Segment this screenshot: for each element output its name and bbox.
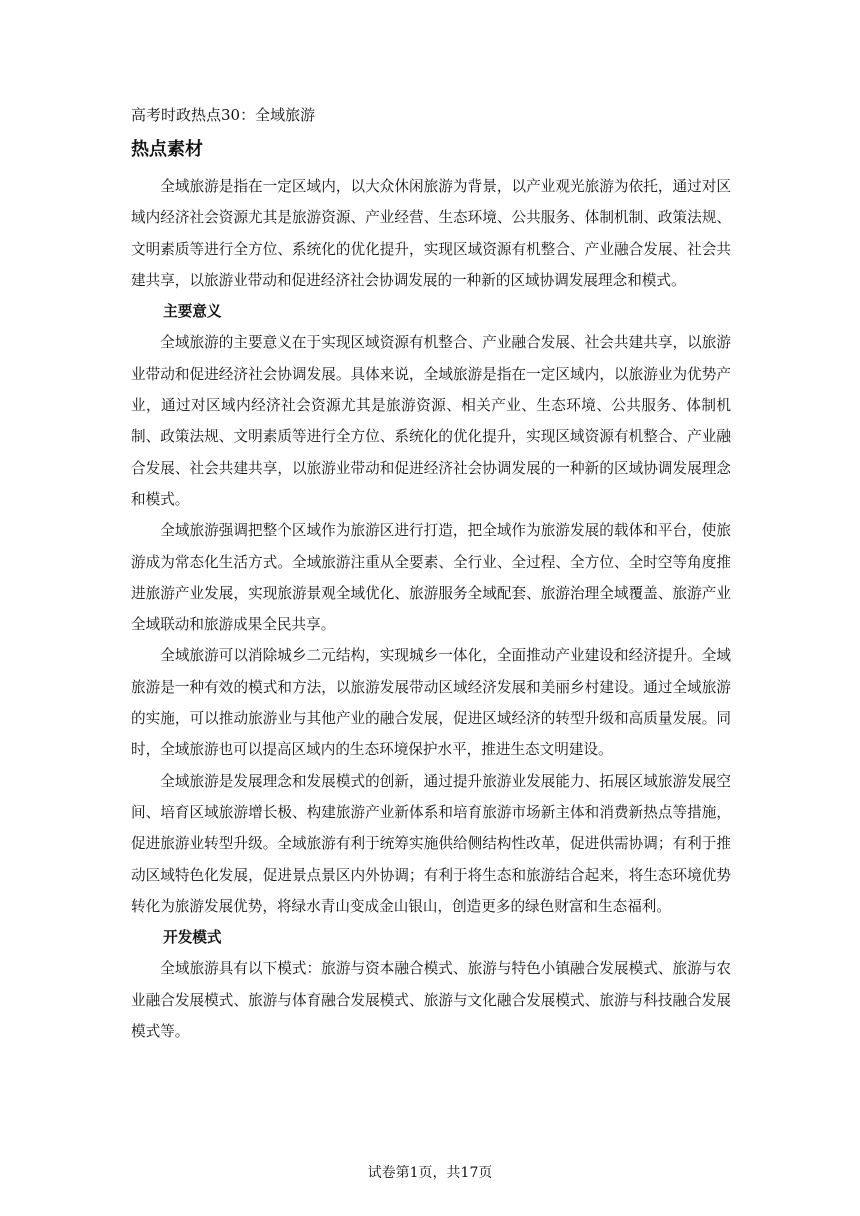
paragraph-definition: 全域旅游是指在一定区域内，以大众休闲旅游为背景，以产业观光旅游为依托，通过对区域内经济社会资源尤其是旅游资源、产业经营、生态环境、公共服务、体制机制、政策法规、文明素质等进行全方位、系统化的优化提升，实现区域资源有机整合、产业融合发展、社会共建共享，以旅游业带动和促进经济社会协调发展的一种新的区域协调发展理念和模式。 [131,178,731,289]
page-footer: 试卷第1页，共17页 [367,1165,493,1181]
document-pre-title: 高考时政热点30：全域旅游 [131,106,316,124]
subheading-significance: 主要意义 [163,303,222,321]
document-body [131,171,731,1047]
paragraph-innovation: 全域旅游是发展理念和发展模式的创新，通过提升旅游业发展能力、拓展区域旅游发展空间、培育区域旅游增长极、构建旅游产业新体系和培育旅游市场新主体和消费新热点等措施，促进旅游业转型升级。全域旅游有利于统筹实施供给侧结构性改革，促进供需协调；有利于推动区域特色化发展，促进景点景区内外协调；有利于将生态和旅游结合起来，将生态环境优势转化为旅游发展优势，将绿水青山变成金山银山，创造更多的绿色财富和生态福利。 [131,772,731,915]
paragraph-significance: 全域旅游的主要意义在于实现区域资源有机整合、产业融合发展、社会共建共享，以旅游业带动和促进经济社会协调发展。具体来说，全域旅游是指在一定区域内，以旅游业为优势产业，通过对区域内经济社会资源尤其是旅游资源、相关产业、生态环境、公共服务、体制机制、政策法规、文明素质等进行全方位、系统化的优化提升，实现区域资源有机整合、产业融合发展、社会共建共享，以旅游业带动和促进经济社会协调发展的一种新的区域协调发展理念和模式。 [131,334,731,508]
paragraph-urban-rural: 全域旅游可以消除城乡二元结构，实现城乡一体化，全面推动产业建设和经济提升。全域旅游是一种有效的模式和方法，以旅游发展带动区域经济发展和美丽乡村建设。通过全域旅游的实施，可以推动旅游业与其他产业的融合发展，促进区域经济的转型升级和高质量发展。同时，全域旅游也可以提高区域内的生态环境保护水平，推进生态文明建设。 [131,647,731,759]
paragraph-models: 全域旅游具有以下模式：旅游与资本融合模式、旅游与特色小镇融合发展模式、旅游与农业融合发展模式、旅游与体育融合发展模式、旅游与文化融合发展模式、旅游与科技融合发展模式等。 [131,960,731,1041]
paragraph-emphasis: 全域旅游强调把整个区域作为旅游区进行打造，把全域作为旅游发展的载体和平台，使旅游成为常态化生活方式。全域旅游注重从全要素、全行业、全过程、全方位、全时空等角度推进旅游产业发展，实现旅游景观全域优化、旅游服务全域配套、旅游治理全域覆盖、旅游产业全域联动和旅游成果全民共享。 [131,522,731,634]
section-title: 热点素材 [131,139,203,160]
subheading-models: 开发模式 [163,929,222,947]
